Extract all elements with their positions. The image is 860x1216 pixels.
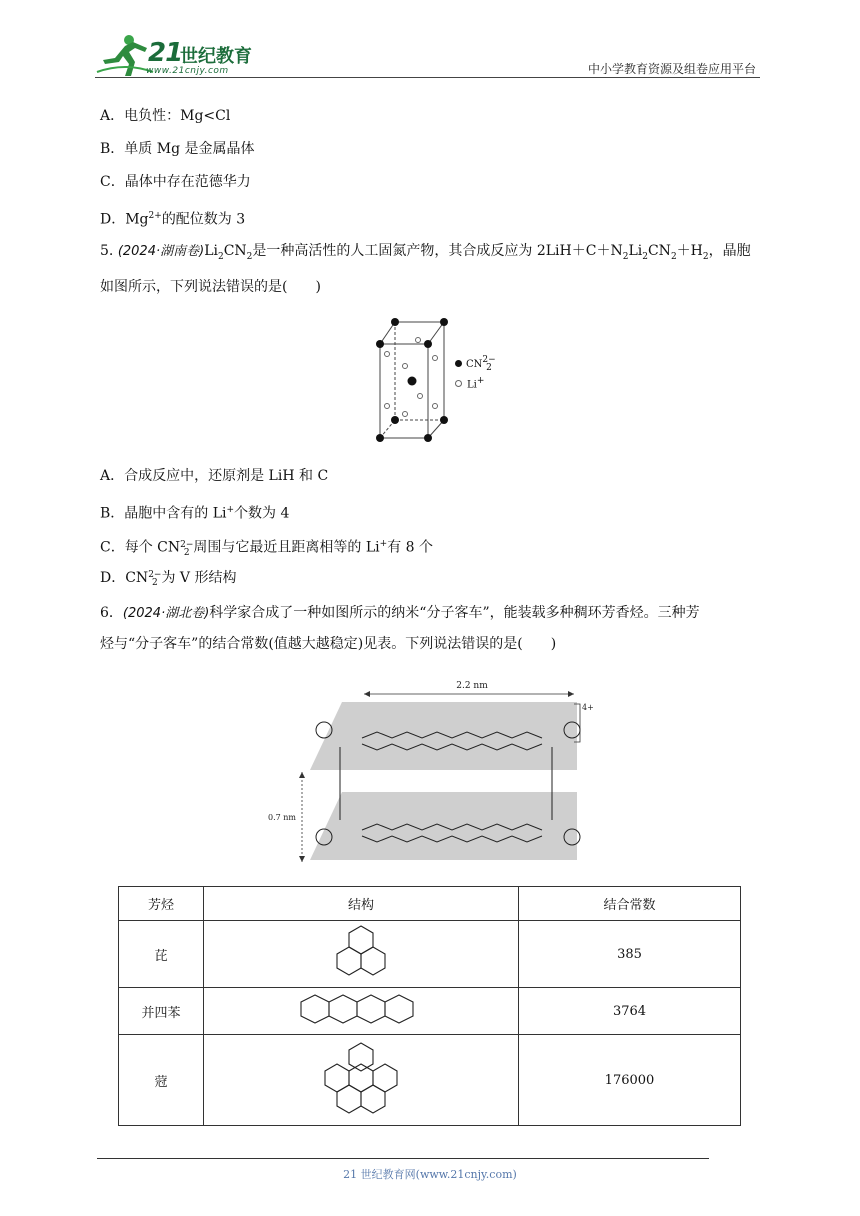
header-aromatic: 芳烃 bbox=[119, 887, 204, 921]
table-row bbox=[119, 1035, 741, 1126]
q5-option-d: D．CN2− 2 为 V 形结构 bbox=[100, 570, 237, 588]
q4-option-c: C．晶体中存在范德华力 bbox=[100, 174, 251, 190]
aromatic-table bbox=[118, 886, 741, 1126]
platform-label: 中小学教育资源及组卷应用平台 bbox=[587, 62, 756, 76]
row-name: 蒄 bbox=[119, 1035, 204, 1126]
row-name: 芘 bbox=[119, 921, 204, 988]
logo-number: 21 bbox=[148, 38, 183, 68]
row-value: 3764 bbox=[519, 988, 741, 1035]
row-value: 385 bbox=[519, 921, 741, 988]
tetracene-structure-icon bbox=[299, 993, 423, 1025]
molecular-bus-figure bbox=[262, 672, 602, 867]
header-divider bbox=[95, 77, 760, 78]
svg-text:0.7 nm: 0.7 nm bbox=[268, 813, 297, 822]
q5-stem: 5. (2024·湖南卷)$Li_2CN_2$是一种高活性的人工固氮产物，其合成反应为 $2LiH+C+N_2Li_2CN_2+H_2$，晶胞 如图所示，下列说法错误的是( ) bbox=[100, 243, 751, 295]
logo-text: 世纪教育 bbox=[180, 46, 252, 67]
row-name: 并四苯 bbox=[119, 988, 204, 1035]
legend-li: Li+ bbox=[455, 376, 496, 390]
logo-url: www.21cnjy.com bbox=[146, 66, 229, 76]
coronene-structure-icon bbox=[313, 1036, 409, 1120]
pyrene-structure-icon bbox=[321, 922, 401, 982]
header-structure: 结构 bbox=[204, 887, 519, 921]
header-constant: 结合常数 bbox=[519, 887, 741, 921]
q6-stem: 6．(2024·湖北卷)科学家合成了一种如图所示的纳米“分子客车”，能装载多种稠环芳香烃。三种芳 烃与“分子客车”的结合常数(值越大越稳定)见表。下列说法错误的是( ) bbox=[100, 605, 700, 652]
table-row bbox=[119, 921, 741, 988]
q4-option-d: D．$Mg^{2+}$的配位数为 3 bbox=[100, 211, 246, 228]
q5-option-c: C．每个 CN2− 2 周围与它最近且距离相等的 Li+有 8 个 bbox=[100, 539, 433, 558]
svg-text:4+: 4+ bbox=[582, 703, 594, 712]
row-value: 176000 bbox=[519, 1035, 741, 1126]
q5-option-b: B．晶胞中含有的 Li+个数为 4 bbox=[100, 505, 290, 522]
footer-divider bbox=[97, 1158, 709, 1159]
table-header-row bbox=[119, 887, 741, 921]
footer-text: 21 世纪教育网(www.21cnjy.com) bbox=[343, 1168, 517, 1181]
structure-coronene bbox=[204, 1035, 519, 1126]
legend-cn: CN2− 2 bbox=[455, 356, 496, 372]
q4-option-b: B．单质 Mg 是金属晶体 bbox=[100, 141, 255, 157]
q4-option-a: A．电负性：Mg<Cl bbox=[100, 108, 231, 124]
svg-text:2.2 nm: 2.2 nm bbox=[456, 681, 488, 691]
structure-tetracene bbox=[204, 988, 519, 1035]
table-row bbox=[119, 988, 741, 1035]
q5-option-a: A．合成反应中，还原剂是 LiH 和 C bbox=[100, 468, 329, 484]
structure-pyrene bbox=[204, 921, 519, 988]
crystal-legend bbox=[455, 356, 496, 390]
